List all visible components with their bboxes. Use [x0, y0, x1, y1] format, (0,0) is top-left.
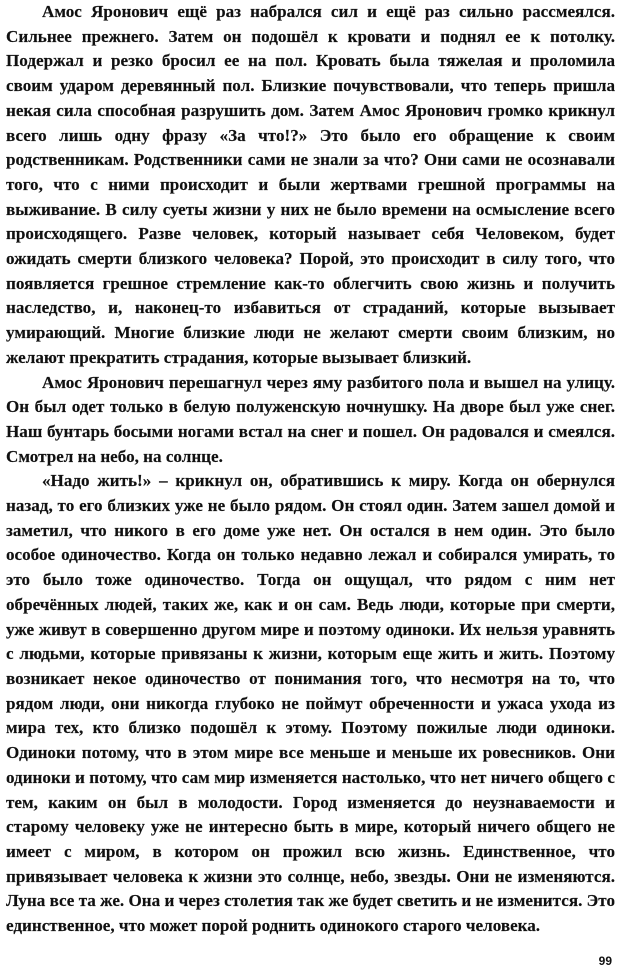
paragraph-1: Амос Яронович ещё раз набрался сил и ещё раз сильно рассмеялся. Сильнее прежнего. Затем он подошёл к кровати и поднял ее к потолку. Подержал и резко бросил ее на пол. Кровать была тяжелая и проломила своим ударом деревянный пол. Близкие почувствовали, что теперь пришла некая сила способная разрушить дом. Затем Амос Яронович громко крикнул всего лишь одну фразу «За что!?» Это было его обращение к своим родственникам. Родственники сами не знали за что? Они сами не осознавали того, что с ними происходит и были жертвами грешной программы на выживание. В силу суеты жизни у них не было времени на осмысление всего происходящего. Разве человек, который называет себя Человеком, будет ожидать смерти близкого человека? Порой, это происходит в силу того, что появляется грешное стремление как-то облегчить свою жизнь и получить наследство, и, наконец-то избавиться от страданий, которые вызывает умирающий. Многие близкие люди не желают смерти своим близким, но желают прекратить страдания, которые вызывает близкий. [6, 2, 615, 367]
page-number: 99 [598, 954, 612, 968]
page-body [6, 0, 615, 939]
paragraph-3: «Надо жить!» – крикнул он, обратившись к миру. Когда он обернулся назад, то его близких уже не было рядом. Он стоял один. Затем зашел домой и заметил, что никого в его доме уже нет. Он остался в нем один. Это было особое одиночество. Когда он только недавно лежал и собирался умирать, то это было тоже одиночество. Тогда он ощущал, что рядом с ним нет обречённых людей, таких же, как и он сам. Ведь люди, которые при смерти, уже живут в совершенно другом мире и поэтому одиноки. Их нельзя уравнять с людьми, которые привязаны к жизни, которым еще жить и жить. Поэтому возникает некое одиночество от понимания того, что несмотря на то, что рядом люди, они никогда глубоко не поймут обреченности и ужаса ухода из мира тех, кто близко подошёл к этому. Поэтому пожилые люди одиноки. Одиноки потому, что в этом мире все меньше и меньше их ровесников. Они одиноки и потому, что сам мир изменяется настолько, что нет ничего общего с тем, каким он был в молодости. Город изменяется до неузнаваемости и старому человеку уже не интересно быть в мире, который ничего общего не имеет с миром, в котором он прожил всю жизнь. Единственное, что привязывает человека к жизни это солнце, небо, звезды. Они не изменяются. Луна все та же. Она и через столетия так же будет светить и не изменится. Это единственное, что может порой роднить одинокого старого человека. [6, 471, 615, 936]
paragraph-2: Амос Яронович перешагнул через яму разбитого пола и вышел на улицу. Он был одет только в белую полуженскую ночнушку. На дворе был уже снег. Наш бунтарь босыми ногами встал на снег и пошел. Он радовался и смеялся. Смотрел на небо, на солнце. [6, 372, 615, 466]
